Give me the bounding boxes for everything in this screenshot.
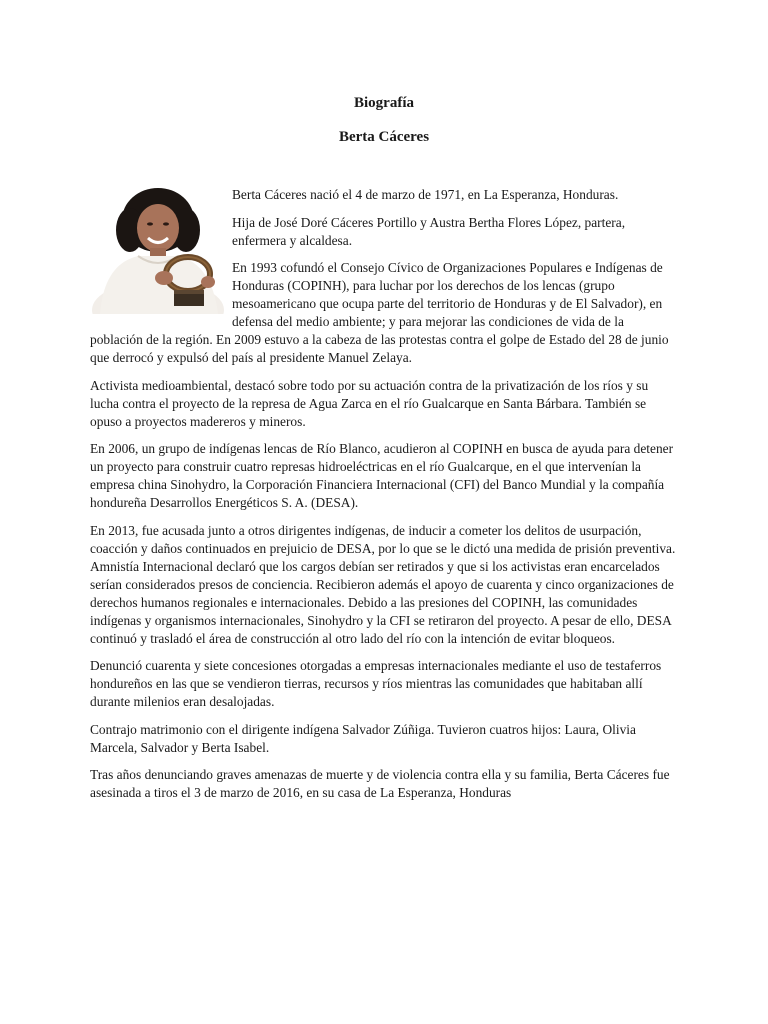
paragraph-8: Contrajo matrimonio con el dirigente indígena Salvador Zúñiga. Tuvieron cuatros hijos: Laura, Olivia Marcela, Salvador y Berta Isabel. [90,721,636,755]
portrait-photo [90,186,226,314]
paragraph-6: En 2013, fue acusada junto a otros dirigentes indígenas, de inducir a cometer los delitos de usurpación, coacción y daños continuados en prejuicio de DESA, por lo que se le dictó una medida de prisión preventiva. Amnistía Internacional declaró que los cargos debían ser retirados y que si los activistas eran encarcelados serían considerados presos de conciencia. Recibieron además el apoyo de cuarenta y cinco organizaciones de derechos humanos regionales e internacionales. Debido a las presiones del COPINH, las comunidades indígenas y organismos internacionales, Sinohydro y la CFI se retiraron del proyecto. A pesar de ello, DESA continuó y trasladó el área de construcción al otro lado del río con la intención de evitar bloqueos. [90,522,676,646]
document-body [90,186,676,812]
paragraph-2: Hija de José Doré Cáceres Portillo y Austra Bertha Flores López, partera, enfermera y alcaldesa. [232,214,626,248]
page-title: Biografía [354,95,414,111]
paragraph-1: Berta Cáceres nació el 4 de marzo de 1971, en La Esperanza, Honduras. [232,187,619,202]
paragraph-9: Tras años denunciando graves amenazas de muerte y de violencia contra ella y su familia, Berta Cáceres fue asesinada a tiros el 3 de marzo de 2016, en su casa de La Esperanza, Honduras [90,767,670,800]
paragraph-5: En 2006, un grupo de indígenas lencas de Río Blanco, acudieron al COPINH en busca de ayuda para detener un proyecto para construir cuatro represas hidroeléctricas en el río Gualcarque, en el que intervenían la empresa china Sinohydro, la Corporación Financiera Internacional (CFI) del Banco Mundial y la compañía hondureña Desarrollos Energéticos S. A. (DESA). [90,441,674,510]
paragraph-7: Denunció cuarenta y siete concesiones otorgadas a empresas internacionales mediante el uso de testaferros hondureños en las que se vendieron tierras, recursos y ríos mientras las comunidades que habitaban allí durante milenios eran desalojadas. [90,658,662,709]
portrait-image [90,186,226,314]
paragraph-4: Activista medioambiental, destacó sobre todo por su actuación contra de la privatización de los ríos y su lucha contra el proyecto de la represa de Agua Zarca en el río Gualcarque en Santa Bárbara. También se opuso a proyectos madereros y mineros. [90,377,649,429]
paragraph-3: En 1993 cofundó el Consejo Cívico de Organizaciones Populares e Indígenas de Honduras (COPINH), para luchar por los derechos de los lencas (grupo mesoamericano que ocupa parte del territorio de Honduras y de El Salvador), en defensa del medio ambiente; y para mejorar las condiciones de vida de la población de la región. En 2009 estuvo a la cabeza de las protestas contra el golpe de Estado del 28 de junio que derrocó y expulsó del país al presidente Manuel Zelaya. [90,260,669,365]
page-subtitle: Berta Cáceres [338,129,430,145]
